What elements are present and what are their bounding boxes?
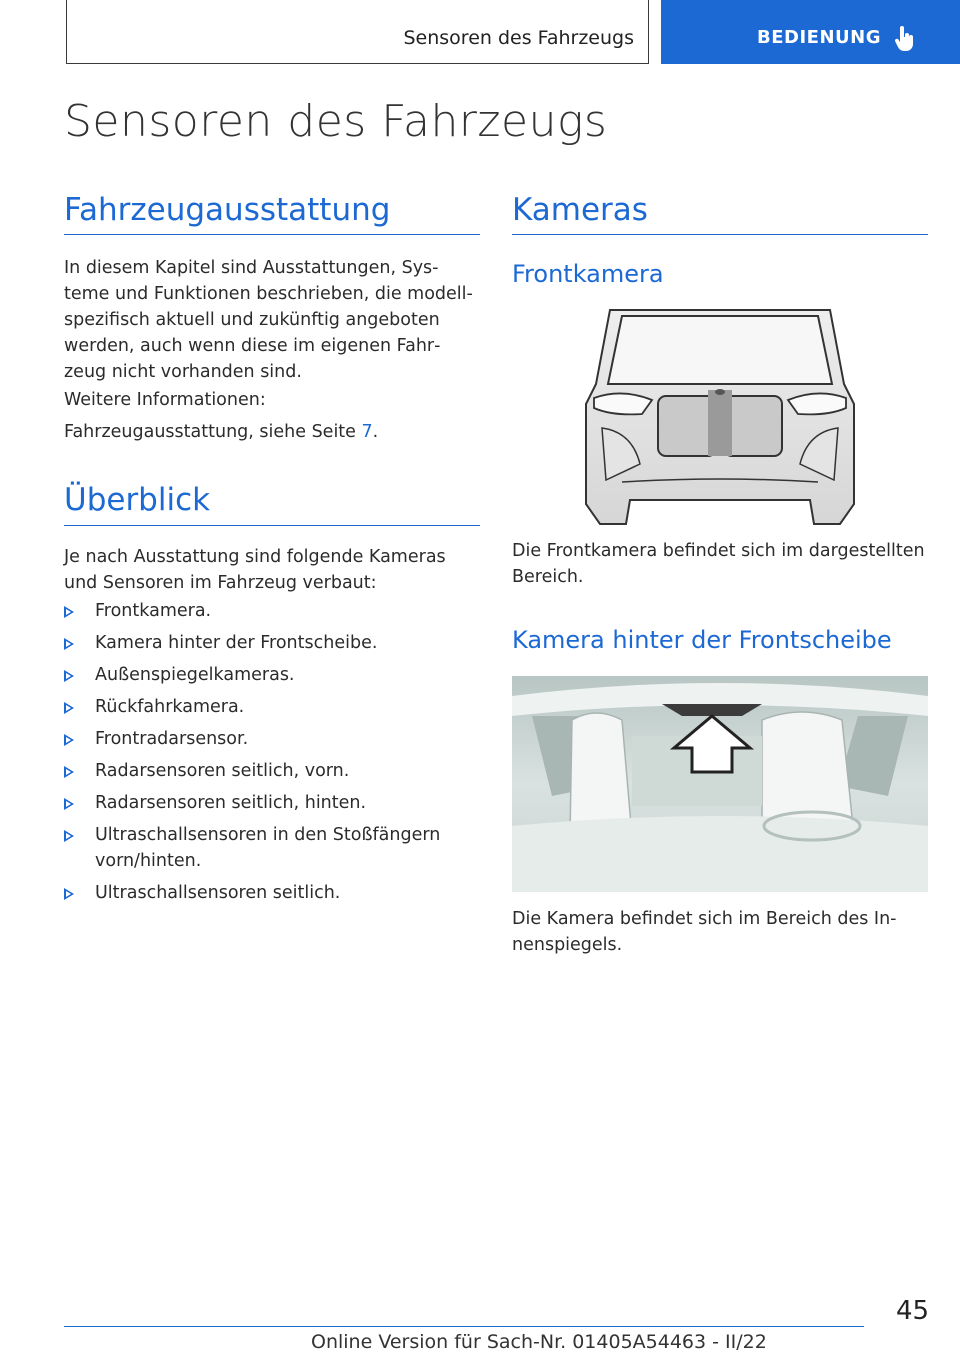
text-line: und Sensoren im Fahrzeug verbaut:	[64, 573, 377, 593]
list-item-text: Außenspiegelkameras.	[95, 665, 295, 685]
list-item-text: Kamera hinter der Frontscheibe.	[95, 633, 378, 653]
triangle-bullet-icon	[64, 638, 74, 650]
triangle-bullet-icon	[64, 606, 74, 618]
text-line: Die Kamera befindet sich im Bereich des In‐	[512, 909, 897, 929]
page-link[interactable]: 7	[361, 422, 373, 442]
list-item	[64, 598, 474, 624]
text-line: nenspiegels.	[512, 935, 623, 955]
section-divider	[512, 234, 928, 235]
header-section-box	[66, 0, 649, 64]
page-number: 45	[896, 1296, 930, 1326]
windshield-camera-illustration	[512, 676, 928, 892]
list-item	[64, 694, 474, 720]
header-chapter-label: BEDIENUNG	[757, 27, 881, 48]
list-item	[64, 630, 474, 656]
frontscheibe-description	[512, 906, 932, 958]
heading-ueberblick: Überblick	[64, 482, 211, 518]
triangle-bullet-icon	[64, 766, 74, 778]
heading-kamera-frontscheibe: Kamera hinter der Frontscheibe	[512, 626, 892, 654]
list-item	[64, 880, 474, 906]
cross-reference	[64, 419, 378, 445]
front-camera-illustration	[582, 304, 858, 528]
intro-paragraph	[64, 255, 484, 385]
list-item-text: Radarsensoren seitlich, vorn.	[95, 761, 350, 781]
triangle-bullet-icon	[64, 830, 74, 842]
list-item	[64, 758, 474, 784]
text-line: teme und Funktionen beschrieben, die modell‐	[64, 284, 473, 304]
page-title: Sensoren des Fahrzeugs	[64, 96, 608, 147]
list-item-text-continued: vorn/hinten.	[95, 851, 202, 871]
list-item-text: Frontradarsensor.	[95, 729, 249, 749]
triangle-bullet-icon	[64, 798, 74, 810]
text-line: Die Frontkamera befindet sich im dargestellten	[512, 541, 925, 561]
text-line: Bereich.	[512, 567, 584, 587]
list-item-text: Ultraschallsensoren in den Stoßfängern	[95, 825, 441, 845]
footer-divider	[64, 1326, 864, 1327]
heading-fahrzeugausstattung: Fahrzeugausstattung	[64, 192, 391, 228]
list-item	[64, 822, 474, 874]
cross-reference-text: Fahrzeugausstattung, siehe Seite	[64, 422, 362, 442]
text-line: werden, auch wenn diese im eigenen Fahr‐	[64, 336, 441, 356]
hand-pointer-icon	[894, 26, 916, 52]
triangle-bullet-icon	[64, 670, 74, 682]
section-divider	[64, 234, 480, 235]
header-chapter-box[interactable]	[661, 0, 960, 64]
text-line: zeug nicht vorhanden sind.	[64, 362, 302, 382]
header-section-title: Sensoren des Fahrzeugs	[403, 27, 634, 49]
triangle-bullet-icon	[64, 888, 74, 900]
section-divider	[64, 525, 480, 526]
footer-text: Online Version für Sach-Nr. 01405A54463 - II/22	[311, 1331, 767, 1353]
heading-kameras: Kameras	[512, 192, 648, 228]
text-line: In diesem Kapitel sind Ausstattungen, Sys‐	[64, 258, 439, 278]
triangle-bullet-icon	[64, 734, 74, 746]
cross-reference-end: .	[372, 422, 379, 442]
overview-intro	[64, 544, 484, 596]
heading-frontkamera: Frontkamera	[512, 260, 664, 288]
list-item-text: Radarsensoren seitlich, hinten.	[95, 793, 367, 813]
list-item	[64, 662, 474, 688]
triangle-bullet-icon	[64, 702, 74, 714]
sensor-list	[64, 598, 474, 912]
list-item-text: Frontkamera.	[95, 601, 212, 621]
more-info-label: Weitere Informationen:	[64, 390, 266, 410]
list-item	[64, 726, 474, 752]
list-item-text: Rückfahrkamera.	[95, 697, 245, 717]
list-item	[64, 790, 474, 816]
list-item-text: Ultraschallsensoren seitlich.	[95, 883, 341, 903]
text-line: spezifisch aktuell und zukünftig angeboten	[64, 310, 440, 330]
text-line: Je nach Ausstattung sind folgende Kameras	[64, 547, 446, 567]
frontkamera-description	[512, 538, 932, 590]
